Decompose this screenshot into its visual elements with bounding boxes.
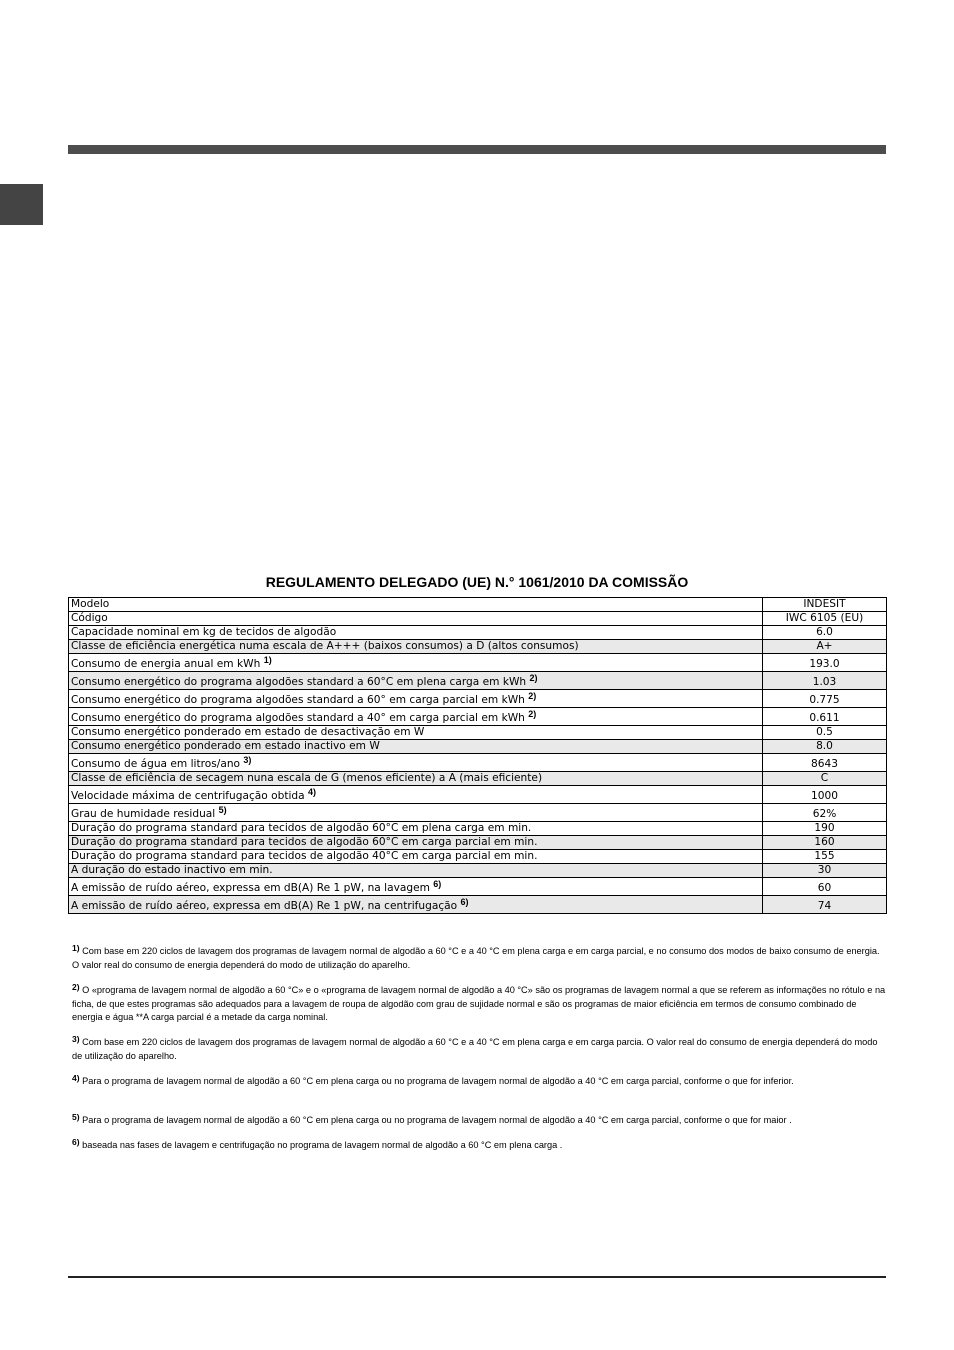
table-row	[69, 878, 887, 896]
regulation-title: REGULAMENTO DELEGADO (UE) N.° 1061/2010 DA COMISSÃO	[265, 574, 689, 590]
row-value: 74	[763, 896, 887, 914]
row-value: 193.0	[763, 654, 887, 672]
row-label: Consumo energético ponderado em estado inactivo em W	[69, 740, 763, 754]
footnote-ref: 6)	[460, 897, 469, 907]
footnote-ref: 4)	[308, 787, 317, 797]
table-row	[69, 598, 887, 612]
row-label: Classe de eficiência de secagem nuna escala de G (menos eficiente) a A (mais eficiente)	[69, 772, 763, 786]
row-value: 6.0	[763, 626, 887, 640]
row-label: Classe de eficiência energética numa escala de A+++ (baixos consumos) a D (altos consumos)	[69, 640, 763, 654]
table-row	[69, 836, 887, 850]
footnote-mark: 5)	[72, 1112, 80, 1122]
row-label: Velocidade máxima de centrifugação obtida $^{4)}$	[69, 786, 763, 804]
footnote-ref: 2)	[529, 673, 538, 683]
row-value: 60	[763, 878, 887, 896]
row-value: 8643	[763, 754, 887, 772]
table-row	[69, 708, 887, 726]
row-value: 0.775	[763, 690, 887, 708]
row-label: Consumo de água em litros/ano $^{3)}$	[69, 754, 763, 772]
footnote-ref: 2)	[528, 691, 537, 701]
footnote-mark: 1)	[72, 943, 80, 953]
row-value: 0.5	[763, 726, 887, 740]
top-rule	[68, 145, 886, 154]
table-row	[69, 864, 887, 878]
row-value: A+	[763, 640, 887, 654]
footnote-mark: 2)	[72, 982, 80, 992]
row-label: Consumo energético ponderado em estado de desactivação em W	[69, 726, 763, 740]
row-value: C	[763, 772, 887, 786]
footnote-ref: 3)	[243, 755, 252, 765]
row-label: Consumo energético do programa algodões standard a 40° em carga parcial em kWh $^{2)}$	[69, 708, 763, 726]
table-row	[69, 612, 887, 626]
row-label: Consumo de energia anual em kWh $^{1)}$	[69, 654, 763, 672]
row-label: A emissão de ruído aéreo, expressa em dB(A) Re 1 pW, na lavagem $^{6)}$	[69, 878, 763, 896]
footnote-ref: 1)	[263, 655, 272, 665]
table-row	[69, 850, 887, 864]
table-row	[69, 654, 887, 672]
table-row	[69, 640, 887, 654]
row-label: Consumo energético do programa algodões standard a 60°C em plena carga em kWh $^{2)}$	[69, 672, 763, 690]
table-row	[69, 822, 887, 836]
table-row	[69, 740, 887, 754]
row-label: Duração do programa standard para tecidos de algodão 60°C em carga parcial em min.	[69, 836, 763, 850]
table-row	[69, 772, 887, 786]
row-value: IWC 6105 (EU)	[763, 612, 887, 626]
row-value: 1.03	[763, 672, 887, 690]
footnote: $^{6)}$ baseada nas fases de lavagem e centrifugação no programa de lavagem normal de algodão a 60 °C em plena carga .	[72, 1137, 563, 1150]
table-row	[69, 754, 887, 772]
footnote-mark: 3)	[72, 1034, 80, 1044]
row-label: Código	[69, 612, 763, 626]
table-row	[69, 786, 887, 804]
footnote-mark: 6)	[72, 1137, 80, 1147]
specification-table	[68, 597, 887, 914]
table-row	[69, 804, 887, 822]
row-value: INDESIT	[763, 598, 887, 612]
footnote: $^{1)}$ Com base em 220 ciclos de lavagem dos programas de lavagem normal de algodão a 60 °C e a 40 °C em plena carga e em carga parcial, e no consumo dos modos de baixo consumo de energia. O valor real do consumo de energia dependerá do modo de utilização do aparelho.	[72, 943, 880, 970]
row-label: Duração do programa standard para tecidos de algodão 60°C em plena carga em min.	[69, 822, 763, 836]
footnote: $^{2)}$ O «programa de lavagem normal de algodão a 60 °C» e o «programa de lavagem normal de algodão a 40 °C» são os programas de lavagem normal a que se referem as informações no rótulo e na ficha, de que estes programas são adequados para a lavagem de roupa de algodão com grau de sujidade normal e são os programas de maior eficiência em termos de consumo combinado de energia e água **A carga parcial é a metade da carga nominal.	[72, 982, 886, 1022]
footnote-ref: 6)	[433, 879, 442, 889]
row-label: Consumo energético do programa algodões standard a 60° em carga parcial em kWh $^{2)}$	[69, 690, 763, 708]
table-row	[69, 896, 887, 914]
bottom-rule	[68, 1276, 886, 1278]
footnote-ref: 5)	[218, 805, 227, 815]
footnote: $^{5)}$ Para o programa de lavagem normal de algodão a 60 °C em plena carga ou no programa de lavagem normal de algodão a 40 °C em carga parcial, conforme o que for maior .	[72, 1112, 792, 1125]
row-value: 190	[763, 822, 887, 836]
row-label: Grau de humidade residual $^{5)}$	[69, 804, 763, 822]
side-tab-marker	[0, 184, 43, 225]
footnote-mark: 4)	[72, 1073, 80, 1083]
row-label: Duração do programa standard para tecidos de algodão 40°C em carga parcial em min.	[69, 850, 763, 864]
row-value: 30	[763, 864, 887, 878]
table-row	[69, 690, 887, 708]
row-value: 155	[763, 850, 887, 864]
footnote-ref: 2)	[528, 709, 537, 719]
row-label: A emissão de ruído aéreo, expressa em dB(A) Re 1 pW, na centrifugação $^{6)}$	[69, 896, 763, 914]
footnote: $^{3)}$ Com base em 220 ciclos de lavagem dos programas de lavagem normal de algodão a 60 °C e a 40 °C em plena carga e em carga parcia. O valor real do consumo de energia dependerá do modo de utilização do aparelho.	[72, 1034, 878, 1061]
row-label: Modelo	[69, 598, 763, 612]
row-value: 160	[763, 836, 887, 850]
footnote: $^{4)}$ Para o programa de lavagem normal de algodão a 60 °C em plena carga ou no programa de lavagem normal de algodão a 40 °C em carga parcial, conforme o que for inferior.	[72, 1073, 794, 1086]
row-value: 62%	[763, 804, 887, 822]
table-row	[69, 626, 887, 640]
row-label: A duração do estado inactivo em min.	[69, 864, 763, 878]
row-value: 0.611	[763, 708, 887, 726]
row-label: Capacidade nominal em kg de tecidos de algodão	[69, 626, 763, 640]
row-value: 1000	[763, 786, 887, 804]
table-row	[69, 726, 887, 740]
row-value: 8.0	[763, 740, 887, 754]
table-row	[69, 672, 887, 690]
